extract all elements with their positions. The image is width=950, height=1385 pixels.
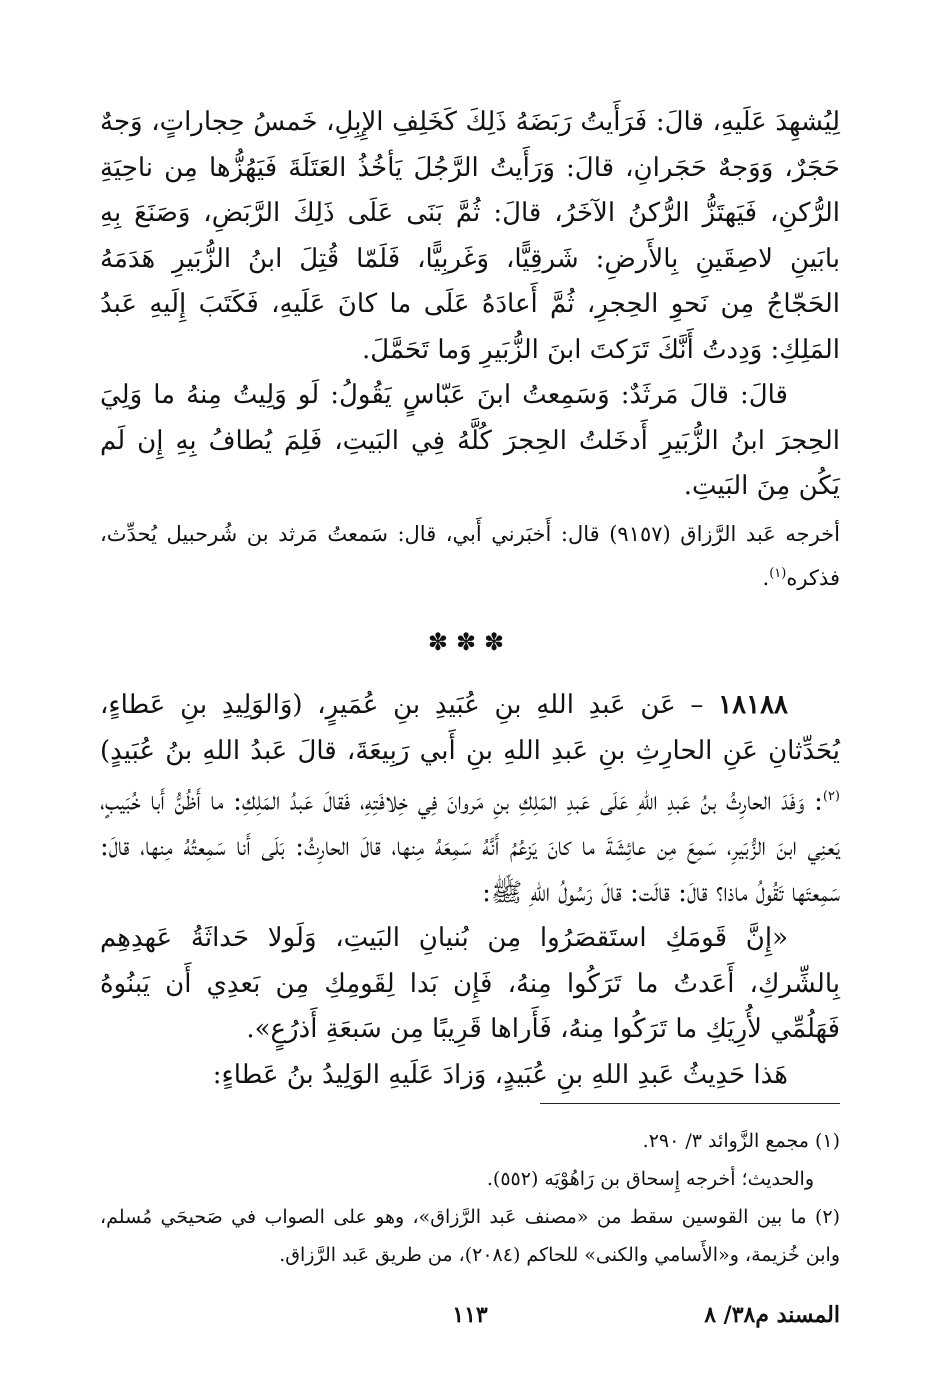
- footnote-ref-1[interactable]: (١): [769, 565, 787, 581]
- prophetic-quote: «إِنَّ قَومَكِ استَقصَرُوا مِن بُنيانِ البَيتِ، وَلَولا حَداثَةُ عَهدِهِم بِالشِّركِ، أَعَدتُ ما تَرَكُوا مِنهُ، فَإِن بَدا لِقَومِكِ مِن بَعدِي أَن يَبنُوهُ فَهَلُمِّي لأُرِيَكِ ما تَرَكُوا مِنهُ، فَأَراها قَرِيبًا مِن سَبعَةِ أَذرُعٍ».: [100, 923, 840, 1045]
- section-divider-stars: ✽✽✽: [427, 627, 513, 656]
- hadith-text-a: – عَن عَبدِ اللهِ بنِ عُبَيدِ بنِ عُمَيرٍ، (وَالوَلِيدِ بنِ عَطاءٍ، يُحَدِّثانِ عَنِ الحارِثِ بنِ عَبدِ اللهِ بنِ أَبي رَبِيعَةَ، قالَ عَبدُ اللهِ بنُ عُبَيدٍ): [100, 690, 840, 766]
- closing-line: هَذا حَدِيثُ عَبدِ اللهِ بنِ عُبَيدٍ، وَزادَ عَلَيهِ الوَلِيدُ بنُ عَطاءٍ:: [212, 1059, 788, 1090]
- footnote-2: (٢) ما بين القوسين سقط من «مصنف عَبد الرَّزاق»، وهو على الصواب في صَحيحَي مُسلم، وابن خُزيمة، و«الأَسامي والكنى» للحاكم (٢٠٨٤)، من طريق عَبد الرَّزاق.: [100, 1206, 840, 1266]
- footnote-separator: [540, 1103, 840, 1104]
- hadith-number: ١٨١٨٨: [718, 690, 788, 720]
- source-end: .: [762, 565, 770, 590]
- paragraph-continuation: لِيُشهِدَ عَلَيهِ، قالَ: فَرَأَيتُ رَبَضَهُ ذَلِكَ كَخَلِفِ الإِبِلِ، خَمسُ حِجاراتٍ، وَجهٌ حَجَرٌ، وَوَجهٌ حَجَرانِ، قالَ: وَرَأَيتُ الرَّجُلَ يَأخُذُ العَتَلَةَ فَيَهُزُّها مِن ناحِيَةِ الرُّكنِ، فَيَهتَزُّ الرُّكنُ الآخَرُ، قالَ: ثُمَّ بَنَى عَلَى ذَلِكَ الرَّبَضِ، وَصَنَعَ بِهِ بابَينِ لاصِقَينِ بِالأَرضِ: شَرقِيًّا، وَغَربِيًّا، فَلَمّا قُتِلَ ابنُ الزُّبَيرِ هَدَمَهُ الحَجّاجُ مِن نَحوِ الحِجرِ، ثُمَّ أَعادَهُ عَلَى ما كانَ عَلَيهِ، فَكَتَبَ إِلَيهِ عَبدُ المَلِكِ: وَدِدتُ أَنَّكَ تَرَكتَ ابنَ الزُّبَيرِ وَما تَحَمَّلَ.: [100, 107, 840, 365]
- source-note: [100, 514, 840, 598]
- page-footer: [100, 1302, 840, 1342]
- footnote-1: (١) مجمع الزَّوائد ٣/ ٢٩٠.: [642, 1130, 840, 1152]
- page-number: ١١٣: [452, 1302, 488, 1328]
- footnote-1-continuation: والحديث؛ أخرجه إِسحاق بن رَاهُوْيَه (٥٥٢).: [486, 1168, 814, 1190]
- folio-label: المسند م٣٨/ ٨: [704, 1302, 840, 1328]
- hadith-paragraph: [100, 683, 840, 916]
- footnote-ref-2[interactable]: (٢): [822, 789, 840, 804]
- source-text: أخرجه عَبد الرَّزاق (٩١٥٧) قال: أَخبَرني أَبي، قال: سَمعتُ مَرثد بن شُرحبيل يُحدِّث، فذكره: [100, 521, 840, 590]
- hadith-text-b: : وَفَدَ الحارِثُ بنُ عَبدِ اللهِ عَلَى عَبدِ المَلِكِ بنِ مَروانَ فِي خِلافَتِهِ، فَقالَ عَبدُ المَلِكِ: ما أَظُنُّ أَبا خُبَيبٍ، يَعنِي ابنَ الزُّبَيرِ، سَمِعَ مِن عائِشَةَ ما كانَ يَزعُمُ أَنَّهُ سَمِعَهُ مِنها، قالَ الحارِثُ: بَلَى أَنا سَمِعتُهُ مِنها، قالَ: سَمِعتَها تَقُولُ ماذا؟ قالَ: قالَت: قالَ رَسُولُ اللهِ ﷺ:: [100, 786, 840, 908]
- paragraph-ibn-abbas: قالَ: قالَ مَرثَدٌ: وَسَمِعتُ ابنَ عَبّاسٍ يَقُولُ: لَو وَلِيتُ مِنهُ ما وَلِيَ الحِجرَ ابنُ الزُّبَيرِ أَدخَلتُ الحِجرَ كُلَّهُ فِي البَيتِ، فَلِمَ يُطافُ بِهِ إِن لَم يَكُن مِنَ البَيتِ.: [100, 380, 840, 501]
- footnotes: [100, 1122, 840, 1274]
- main-text: [100, 100, 840, 1098]
